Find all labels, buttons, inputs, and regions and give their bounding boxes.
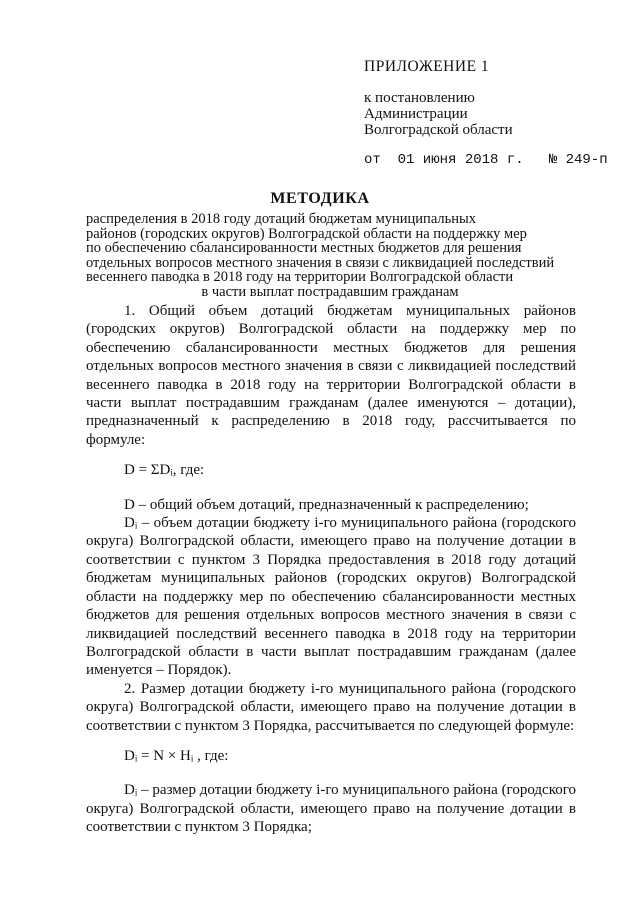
subtitle-line: по обеспечению сбалансированности местных бюджетов для решения [86,240,522,256]
definition-di-size: Dᵢ – размер дотации бюджету i-го муниципального района (городского округа) Волгоградской области, имеющего право на получение дотации в соответствии с пунктом 3 Порядка; [86,782,576,836]
subtitle-line: в части выплат пострадавшим гражданам [201,283,459,300]
document-title: МЕТОДИКА [270,190,370,207]
definition-d: D – общий объем дотаций, предназначенный к распределению; [124,496,529,513]
paragraph-1: 1. Общий объем дотаций бюджетам муниципальных районов (городских округов) Волгоградской области на поддержку мер по обеспечению сбалансированности местных бюджетов для решения отдельных вопросов местного значения в связи с ликвидацией последствий весеннего паводка в 2018 году на территории Волгоградской области в части выплат пострадавшим гражданам (далее именуются – дотации), предназначенный к распределению в 2018 году, рассчитывается по формуле: [86,303,576,448]
document-body [86,302,576,837]
formula-total: D = ΣDᵢ, где: [124,462,205,479]
subtitle-line: районов (городских округов) Волгоградской области на поддержку мер [86,225,527,242]
subtitle-line: отдельных вопросов местного значения в связи с ликвидацией последствий [86,254,555,271]
attachment-line-2: Администрации [364,106,468,122]
paragraph-2: 2. Размер дотации бюджету i-го муниципального района (городского округа) Волгоградской области, имеющего право на получение дотации в соответствии с пунктом 3 Порядка, рассчитывается по следующей формуле: [86,680,576,734]
attachment-line-3: Волгоградской области [364,122,513,138]
subtitle-line: весеннего паводка в 2018 году на территории Волгоградской области [86,269,514,285]
definition-di: Dᵢ – объем дотации бюджету i-го муниципального района (городского округа) Волгоградской области, имеющего право на получение дотации в соответствии с пунктом 3 Порядка предоставления в 2018 году дотаций бюджетам муниципальных районов (городских округов) Волгоградской области на поддержку мер по обеспечению сбалансированности местных бюджетов для решения отдельных вопросов местного значения в связи с ликвидацией последствий весеннего паводка в 2018 году на территории Волгоградской области в части выплат пострадавшим гражданам (далее именуется – Порядок). [86,515,576,679]
attachment-line-1: к постановлению [364,90,475,106]
attachment-date-number: от 01 июня 2018 г. № 249-п [364,152,608,168]
document-subtitle [86,212,574,299]
attachment-title: ПРИЛОЖЕНИЕ 1 [364,58,490,75]
subtitle-line: распределения в 2018 году дотаций бюджетам муниципальных [86,211,476,227]
formula-di: Dᵢ = N × Hᵢ , где: [124,747,229,764]
attachment-block [364,58,634,168]
